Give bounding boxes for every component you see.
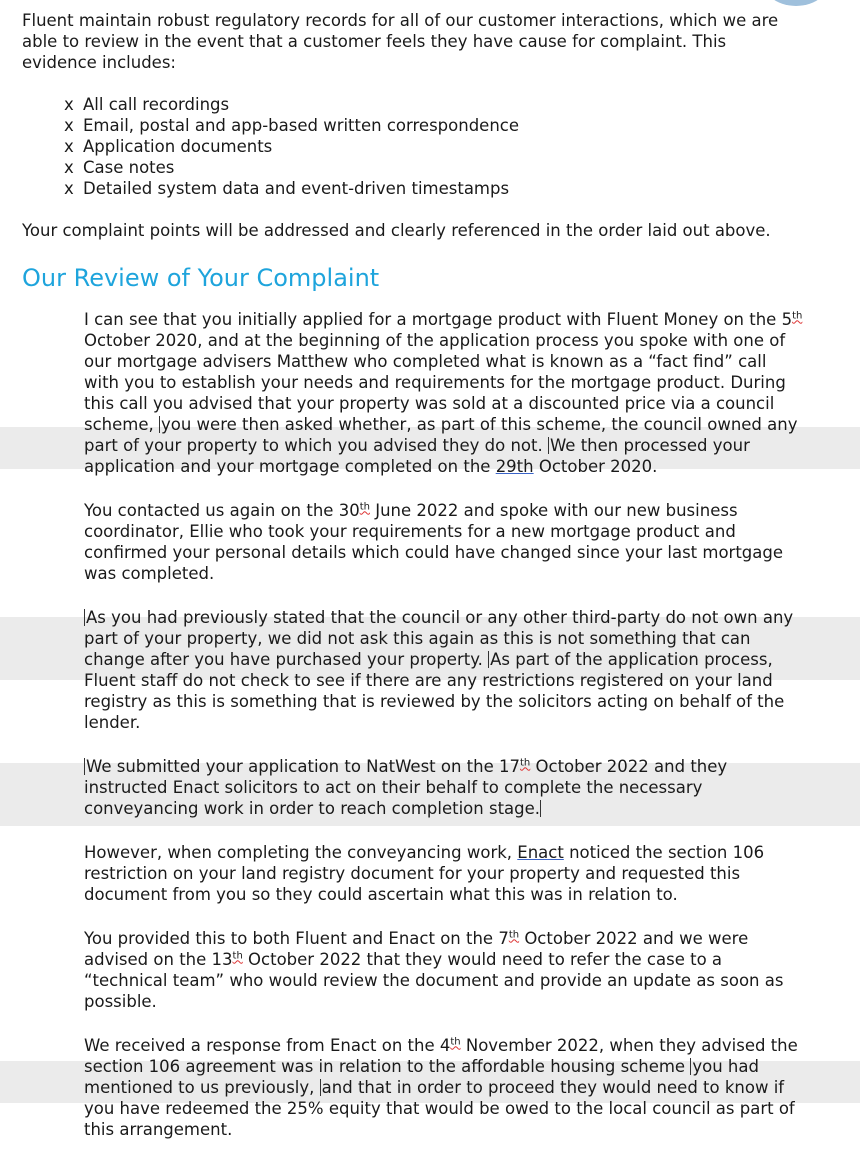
intro-closing: Your complaint points will be addressed and clearly referenced in the order laid out above.	[22, 221, 771, 240]
ordinal-suffix: th	[232, 950, 243, 962]
list-item-text: All call recordings	[83, 95, 230, 114]
list-item	[64, 115, 852, 136]
text-run: We then processed your application and your mortgage completed on the	[84, 436, 750, 476]
review-paragraph-7	[84, 1035, 806, 1140]
bullet-marker: x	[64, 179, 74, 198]
bullet-marker: x	[64, 116, 74, 135]
review-paragraph-3	[84, 607, 806, 733]
document-page[interactable]	[22, 10, 852, 1163]
list-item-text: Email, postal and app-based written correspondence	[83, 116, 520, 135]
review-paragraph-5	[84, 842, 806, 905]
review-paragraph-6	[84, 928, 806, 1012]
highlighted-text: October 2022 and they instructed Enact solicitors to act on their behalf to complete the necessary conveyancing work in order to reach completion stage.	[84, 757, 728, 818]
text-run: and that in order to proceed they would need to know if you have redeemed the 25% equity that would be owed to the local council as part of this arrangement.	[84, 1078, 795, 1139]
flagged-word[interactable]: Enact	[517, 843, 564, 862]
list-item	[64, 157, 852, 178]
text-cursor	[159, 416, 160, 433]
list-item-text: Application documents	[83, 137, 273, 156]
text-run: October 2020.	[533, 457, 658, 476]
text-run: October 2020, and at the beginning of the application process you spoke with one of our mortgage advisers Matthew who completed what is known as a “fact find” call with you to establish your needs and requirements for the mortgage product. During this call you advised that your property was sold at a discounted price via a council scheme,	[84, 331, 786, 434]
text-run: You provided this to both Fluent and Enact on the 7	[84, 929, 509, 948]
section-heading: Our Review of Your Complaint	[22, 264, 380, 292]
ordinal-suffix: th	[520, 757, 531, 769]
text-cursor	[320, 1079, 321, 1096]
text-cursor	[540, 800, 541, 817]
list-item	[64, 178, 852, 199]
text-cursor	[84, 609, 85, 626]
text-run: You contacted us again on the 30	[84, 501, 360, 520]
text-run: However, when completing the conveyancing work,	[84, 843, 518, 862]
text-cursor	[488, 651, 489, 668]
header-decoration-shape	[760, 0, 832, 6]
flagged-word[interactable]: 29th	[495, 457, 534, 476]
text-run: October 2022 that they would need to refer the case to a “technical team” who would review the document and provide an update as soon as possible.	[84, 950, 784, 1011]
highlighted-text: you had mentioned to us previously,	[84, 1057, 759, 1097]
bullet-marker: x	[64, 158, 74, 177]
list-item	[64, 136, 852, 157]
text-run: October 2022 and we were advised on the 13	[84, 929, 749, 969]
review-paragraph-4	[84, 756, 806, 819]
highlighted-text: As you had previously stated that the council or any other third-party do not own any part of your property, we did not ask this again as this is not something that can change after you have purchased your property.	[84, 608, 794, 669]
review-paragraph-2	[84, 500, 806, 584]
list-item	[64, 94, 852, 115]
text-run: I can see that you initially applied for a mortgage product with Fluent Money on the 5	[84, 310, 793, 329]
ordinal-suffix: th	[792, 310, 803, 322]
text-run: June 2022 and spoke with our new business coordinator, Ellie who took your requirements for a new mortgage product and confirmed your personal details which could have changed since your last mortgage was completed.	[84, 501, 784, 583]
text-run: As part of the application process, Fluent staff do not check to see if there are any restrictions registered on your land registry as this is something that is reviewed by the solicitors acting on behalf of the lender.	[84, 650, 785, 732]
text-run: noticed the section 106 restriction on your land registry document for your property and requested this document from you so they could ascertain what this was in relation to.	[84, 843, 765, 904]
text-run: November 2022, when they advised the section 106 agreement was in relation to the affordable housing scheme	[84, 1036, 798, 1076]
list-item-text: Case notes	[83, 158, 175, 177]
ordinal-suffix: th	[359, 501, 370, 513]
highlighted-text: you were then asked whether, as part of this scheme, the council owned any part of your property to which you advised they do not.	[84, 415, 798, 455]
ordinal-suffix: th	[508, 929, 520, 941]
text-cursor	[548, 437, 549, 454]
ordinal-suffix: th	[450, 1036, 461, 1048]
highlighted-text: We submitted your application to NatWest on the 17	[86, 757, 521, 776]
bullet-marker: x	[64, 95, 74, 114]
text-run: We received a response from Enact on the 4	[84, 1036, 451, 1055]
bullet-marker: x	[64, 137, 74, 156]
evidence-list	[64, 94, 852, 199]
text-cursor	[84, 758, 85, 775]
review-paragraph-1	[84, 309, 806, 477]
intro-paragraph: Fluent maintain robust regulatory records for all of our customer interactions, which we are able to review in the event that a customer feels they have cause for complaint. This evidence includes:	[22, 11, 779, 72]
list-item-text: Detailed system data and event-driven timestamps	[83, 179, 510, 198]
